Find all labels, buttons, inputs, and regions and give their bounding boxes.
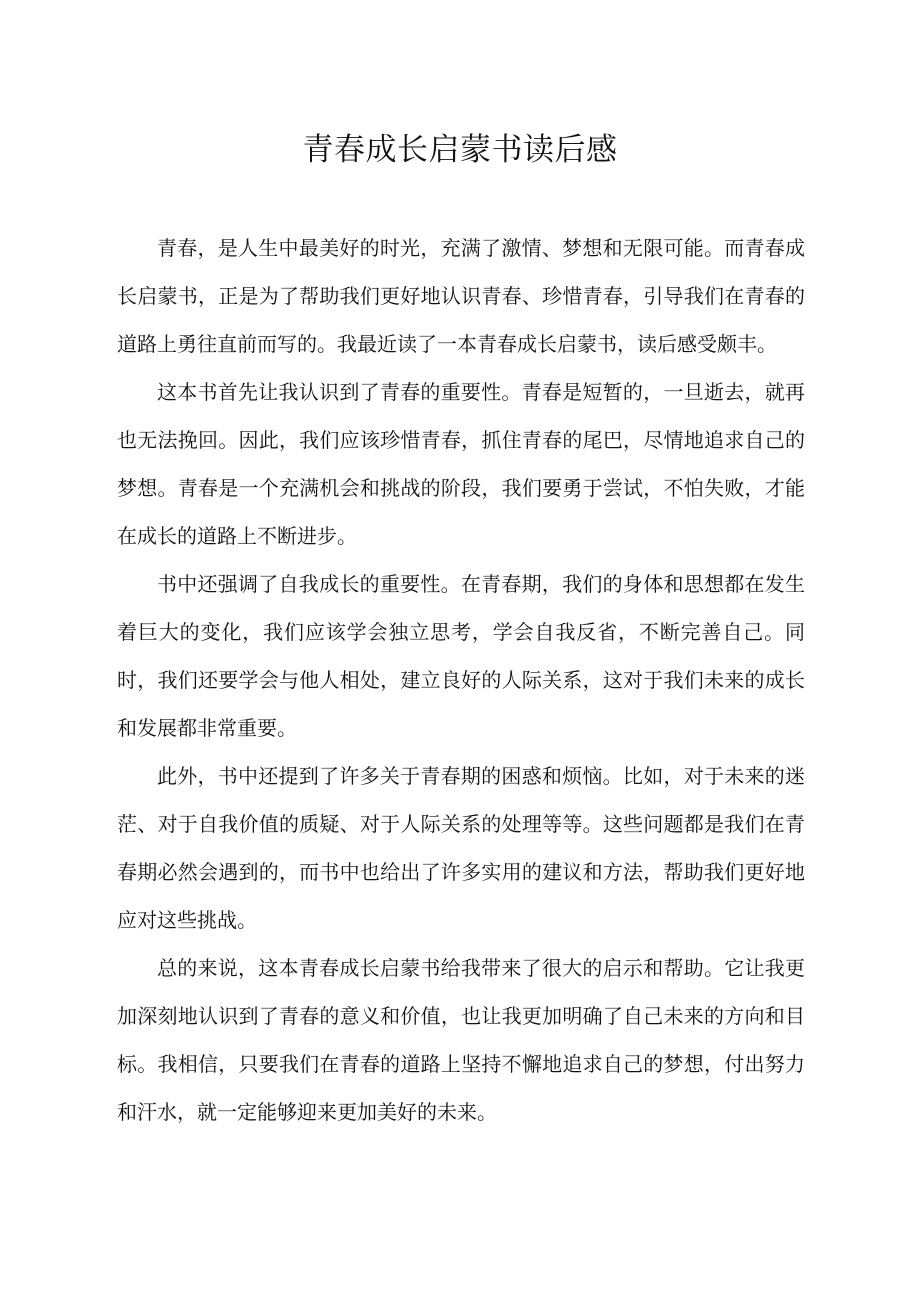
paragraph: 书中还强调了自我成长的重要性。在青春期，我们的身体和思想都在发生着巨大的变化，我们应该学会独立思考，学会自我反省，不断完善自己。同时，我们还要学会与他人相处，建立良好的人际关系，这对于我们未来的成长和发展都非常重要。 — [117, 572, 805, 740]
paragraph: 总的来说，这本青春成长启蒙书给我带来了很大的启示和帮助。它让我更加深刻地认识到了青春的意义和价值，也让我更加明确了自己未来的方向和目标。我相信，只要我们在青春的道路上坚持不懈地追求自己的梦想，付出努力和汗水，就一定能够迎来更加美好的未来。 — [117, 956, 805, 1124]
document-body — [117, 224, 805, 1136]
paragraph: 此外，书中还提到了许多关于青春期的困惑和烦恼。比如，对于未来的迷茫、对于自我价值的质疑、对于人际关系的处理等等。这些问题都是我们在青春期必然会遇到的，而书中也给出了许多实用的建议和方法，帮助我们更好地应对这些挑战。 — [117, 764, 805, 932]
document-title: 青春成长启蒙书读后感 — [302, 132, 618, 168]
paragraph: 青春，是人生中最美好的时光，充满了激情、梦想和无限可能。而青春成长启蒙书，正是为了帮助我们更好地认识青春、珍惜青春，引导我们在青春的道路上勇往直前而写的。我最近读了一本青春成长启蒙书，读后感受颇丰。 — [117, 236, 805, 356]
paragraph: 这本书首先让我认识到了青春的重要性。青春是短暂的，一旦逝去，就再也无法挽回。因此，我们应该珍惜青春，抓住青春的尾巴，尽情地追求自己的梦想。青春是一个充满机会和挑战的阶段，我们要勇于尝试，不怕失败，才能在成长的道路上不断进步。 — [117, 380, 805, 548]
